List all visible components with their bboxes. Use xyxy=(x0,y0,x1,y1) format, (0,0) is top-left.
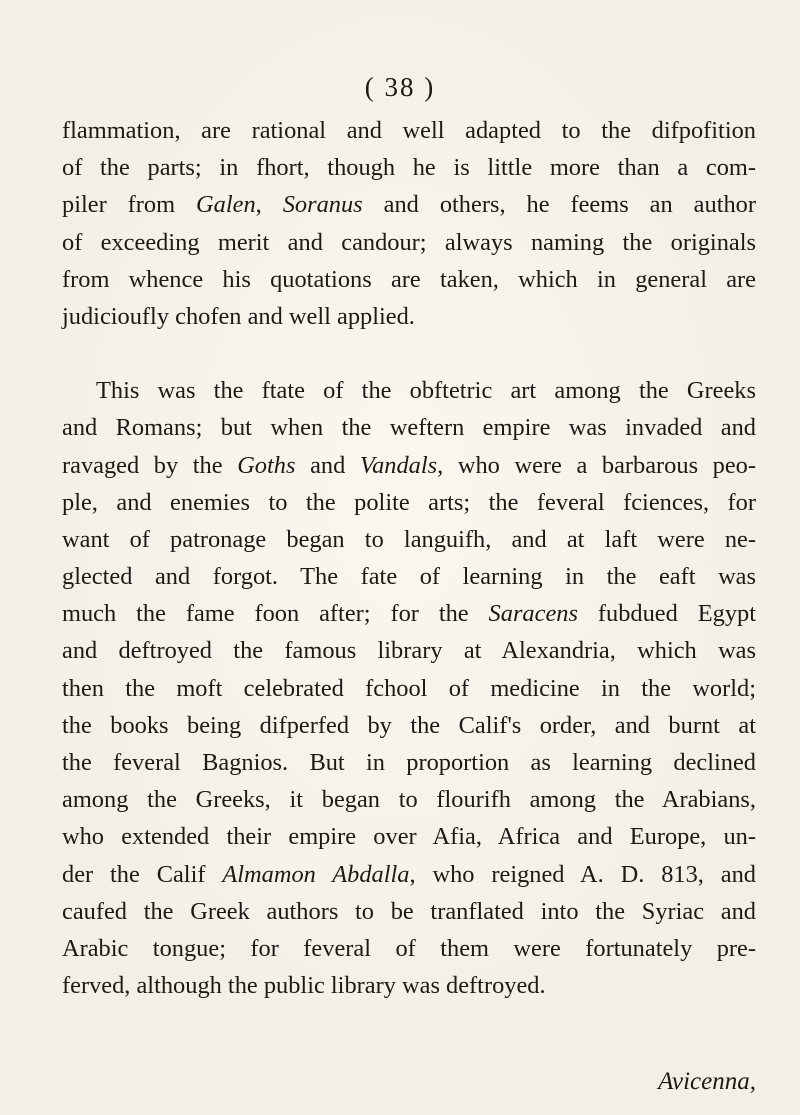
text-line: piler from Galen, Soranus and others, he feems an author xyxy=(62,191,756,219)
text-line: who extended their empire over Afia, Africa and Europe, un- xyxy=(62,823,756,851)
text-line: among the Greeks, it began to flourifh among the Arabians, xyxy=(62,786,756,814)
text-line: caufed the Greek authors to be tranflated into the Syriac and xyxy=(62,897,756,925)
text-line: of the parts; in fhort, though he is little more than a com- xyxy=(62,154,756,182)
text-line: want of patronage began to languifh, and at laft were ne- xyxy=(62,525,756,553)
text-line: ravaged by the Goths and Vandals, who were a barbarous peo- xyxy=(62,451,756,479)
page-number: ( 38 ) xyxy=(364,72,436,102)
text-line: judicioufly chofen and well applied. xyxy=(62,302,415,330)
text-line: of exceeding merit and candour; always naming the originals xyxy=(62,228,756,256)
text-line: and Romans; but when the weftern empire was invaded and xyxy=(62,414,756,442)
text-line: much the fame foon after; for the Saracens fubdued Egypt xyxy=(62,600,756,628)
text-line: from whence his quotations are taken, which in general are xyxy=(62,265,756,293)
catchword: Avicenna, xyxy=(658,1068,756,1095)
text-line: and deftroyed the famous library at Alexandria, which was xyxy=(62,637,756,665)
paragraph xyxy=(62,112,756,335)
text-line: ple, and enemies to the polite arts; the feveral fciences, for xyxy=(62,488,756,516)
text-line: the books being difperfed by the Calif's order, and burnt at xyxy=(62,711,756,739)
text-line: der the Calif Almamon Abdalla, who reigned A. D. 813, and xyxy=(62,860,756,888)
text-line: glected and forgot. The fate of learning in the eaft was xyxy=(62,563,756,591)
body-text xyxy=(62,112,756,1004)
text-line: the feveral Bagnios. But in proportion as learning declined xyxy=(62,749,756,776)
text-line: ferved, although the public library was deftroyed. xyxy=(62,972,546,1000)
text-line: Arabic tongue; for feveral of them were fortunately pre- xyxy=(62,934,756,962)
paragraph-gap xyxy=(62,335,756,372)
text-line: then the moft celebrated fchool of medicine in the world; xyxy=(62,674,756,702)
paragraph xyxy=(62,372,756,1004)
text-line: This was the ftate of the obftetric art among the Greeks xyxy=(96,377,756,405)
text-line: flammation, are rational and well adapted to the difpofition xyxy=(62,117,756,144)
